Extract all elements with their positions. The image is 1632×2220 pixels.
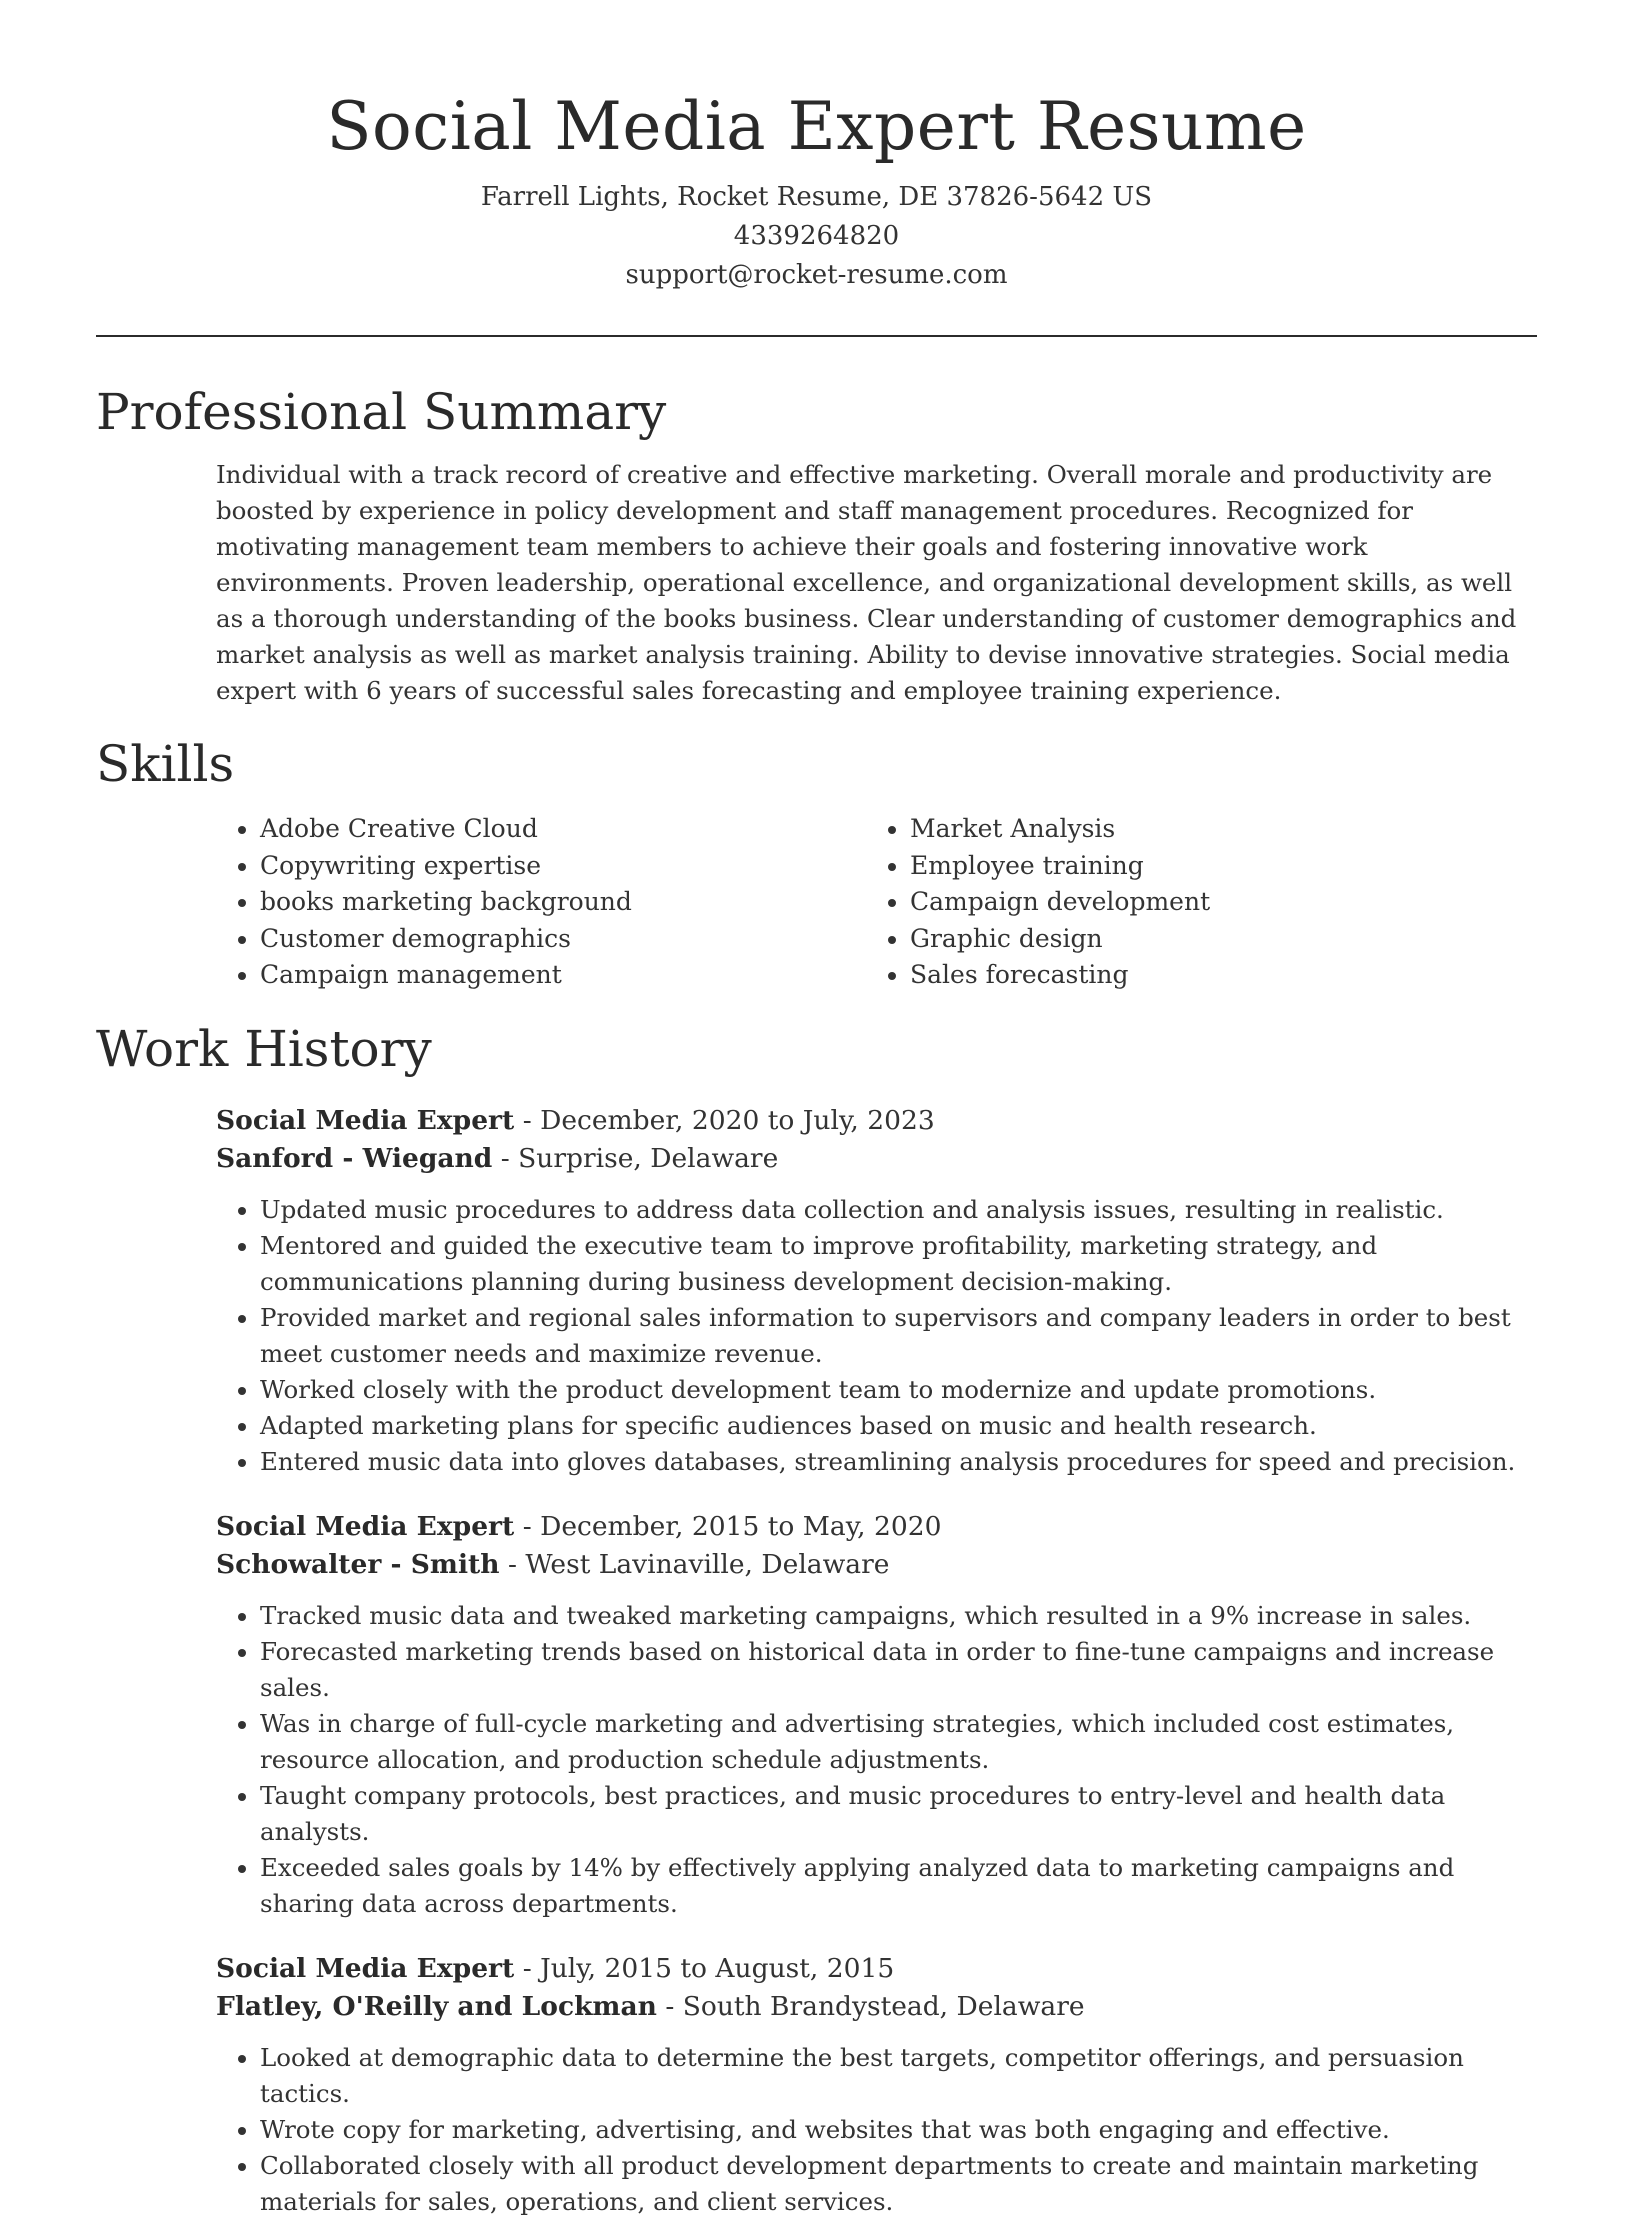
job-bullet: • Tracked music data and tweaked marketing campaigns, which resulted in a 9% increase in sales. [260,1598,1537,1634]
job-location: - West Lavinaville, Delaware [499,1548,890,1580]
job-company: Sanford - Wiegand [216,1142,493,1174]
job-bullets [216,1192,1537,1480]
skill-item: • Campaign management [260,957,866,994]
contact-block [96,178,1537,295]
job-bullet: • Adapted marketing plans for specific audiences based on music and health research. [260,1408,1537,1444]
skills-column-left [216,811,866,994]
job-bullet: • Provided market and regional sales information to supervisors and company leaders in order to best meet customer needs and maximize revenue. [260,1300,1537,1372]
resume-header [96,0,1537,295]
job-location: - Surprise, Delaware [492,1142,779,1174]
skill-item: • Market Analysis [910,811,1516,848]
job-bullet: • Taught company protocols, best practices, and music procedures to entry-level and health data analysts. [260,1778,1537,1850]
job-bullet: • Mentored and guided the executive team to improve profitability, marketing strategy, and communications planning during business development decision-making. [260,1228,1537,1300]
job-bullets [216,2040,1537,2220]
job-bullet: • Collaborated closely with all product development departments to create and maintain marketing materials for sales, operations, and client services. [260,2148,1537,2220]
job-company-line [216,1140,1537,1178]
job-bullet: • Updated music procedures to address data collection and analysis issues, resulting in realistic. [260,1192,1537,1228]
job-company-line [216,1546,1537,1584]
job-bullet: • Was in charge of full-cycle marketing and advertising strategies, which included cost estimates, resource allocation, and production schedule adjustments. [260,1706,1537,1778]
job-title-line [216,1102,1537,1140]
job-bullet: • Worked closely with the product development team to modernize and update promotions. [260,1372,1537,1408]
skill-item: • Campaign development [910,884,1516,921]
job-entry [216,1102,1537,1480]
contact-address: Farrell Lights, Rocket Resume, DE 37826-5642 US [480,182,1153,212]
job-bullet: • Looked at demographic data to determine the best targets, competitor offerings, and persuasion tactics. [260,2040,1537,2112]
resume-title: Social Media Expert Resume [326,88,1307,165]
job-title: Social Media Expert [216,1510,515,1542]
job-bullet: • Entered music data into gloves databases, streamlining analysis procedures for speed and precision. [260,1444,1537,1480]
contact-email: support@rocket-resume.com [625,260,1008,290]
skill-item: • Adobe Creative Cloud [260,811,866,848]
job-dates: - December, 2020 to July, 2023 [514,1104,935,1136]
header-divider [96,335,1537,337]
job-entry [216,1950,1537,2220]
work-history-heading: Work History [96,1019,432,1078]
job-bullet: • Wrote copy for marketing, advertising, and websites that was both engaging and effective. [260,2112,1537,2148]
summary-heading: Professional Summary [96,383,667,441]
skill-item: • Copywriting expertise [260,848,866,885]
skills-column-right [866,811,1516,994]
job-title: Social Media Expert [216,1104,515,1136]
job-title: Social Media Expert [216,1952,515,1984]
job-bullet: • Exceeded sales goals by 14% by effectively applying analyzed data to marketing campaigns and sharing data across departments. [260,1850,1537,1922]
job-title-line [216,1508,1537,1546]
job-bullets [216,1598,1537,1922]
skill-item: • Sales forecasting [910,957,1516,994]
job-bullet: • Forecasted marketing trends based on historical data in order to fine-tune campaigns and increase sales. [260,1634,1537,1706]
job-entry [216,1508,1537,1922]
job-title-line [216,1950,1537,1988]
summary-text: Individual with a track record of creative and effective marketing. Overall morale and productivity are boosted by experience in policy development and staff management procedures. Recognized for motivating management team members to achieve their goals and fostering innovative work environments. Proven leadership, operational excellence, and organizational development skills, as well as a thorough understanding of the books business. Clear understanding of customer demographics and market analysis as well as market analysis training. Ability to devise innovative strategies. Social media expert with 6 years of successful sales forecasting and employee training experience. [216,460,1517,705]
job-company-line [216,1988,1537,2026]
job-company: Schowalter - Smith [216,1548,500,1580]
skills-grid [216,811,1537,994]
skill-item: • books marketing background [260,884,866,921]
job-dates: - December, 2015 to May, 2020 [514,1510,942,1542]
skill-item: • Graphic design [910,921,1516,958]
job-location: - South Brandystead, Delaware [656,1990,1085,2022]
skill-item: • Customer demographics [260,921,866,958]
contact-phone: 4339264820 [733,221,900,251]
job-company: Flatley, O'Reilly and Lockman [216,1990,657,2022]
skill-item: • Employee training [910,848,1516,885]
skills-heading: Skills [96,735,235,793]
job-dates: - July, 2015 to August, 2015 [514,1952,895,1984]
